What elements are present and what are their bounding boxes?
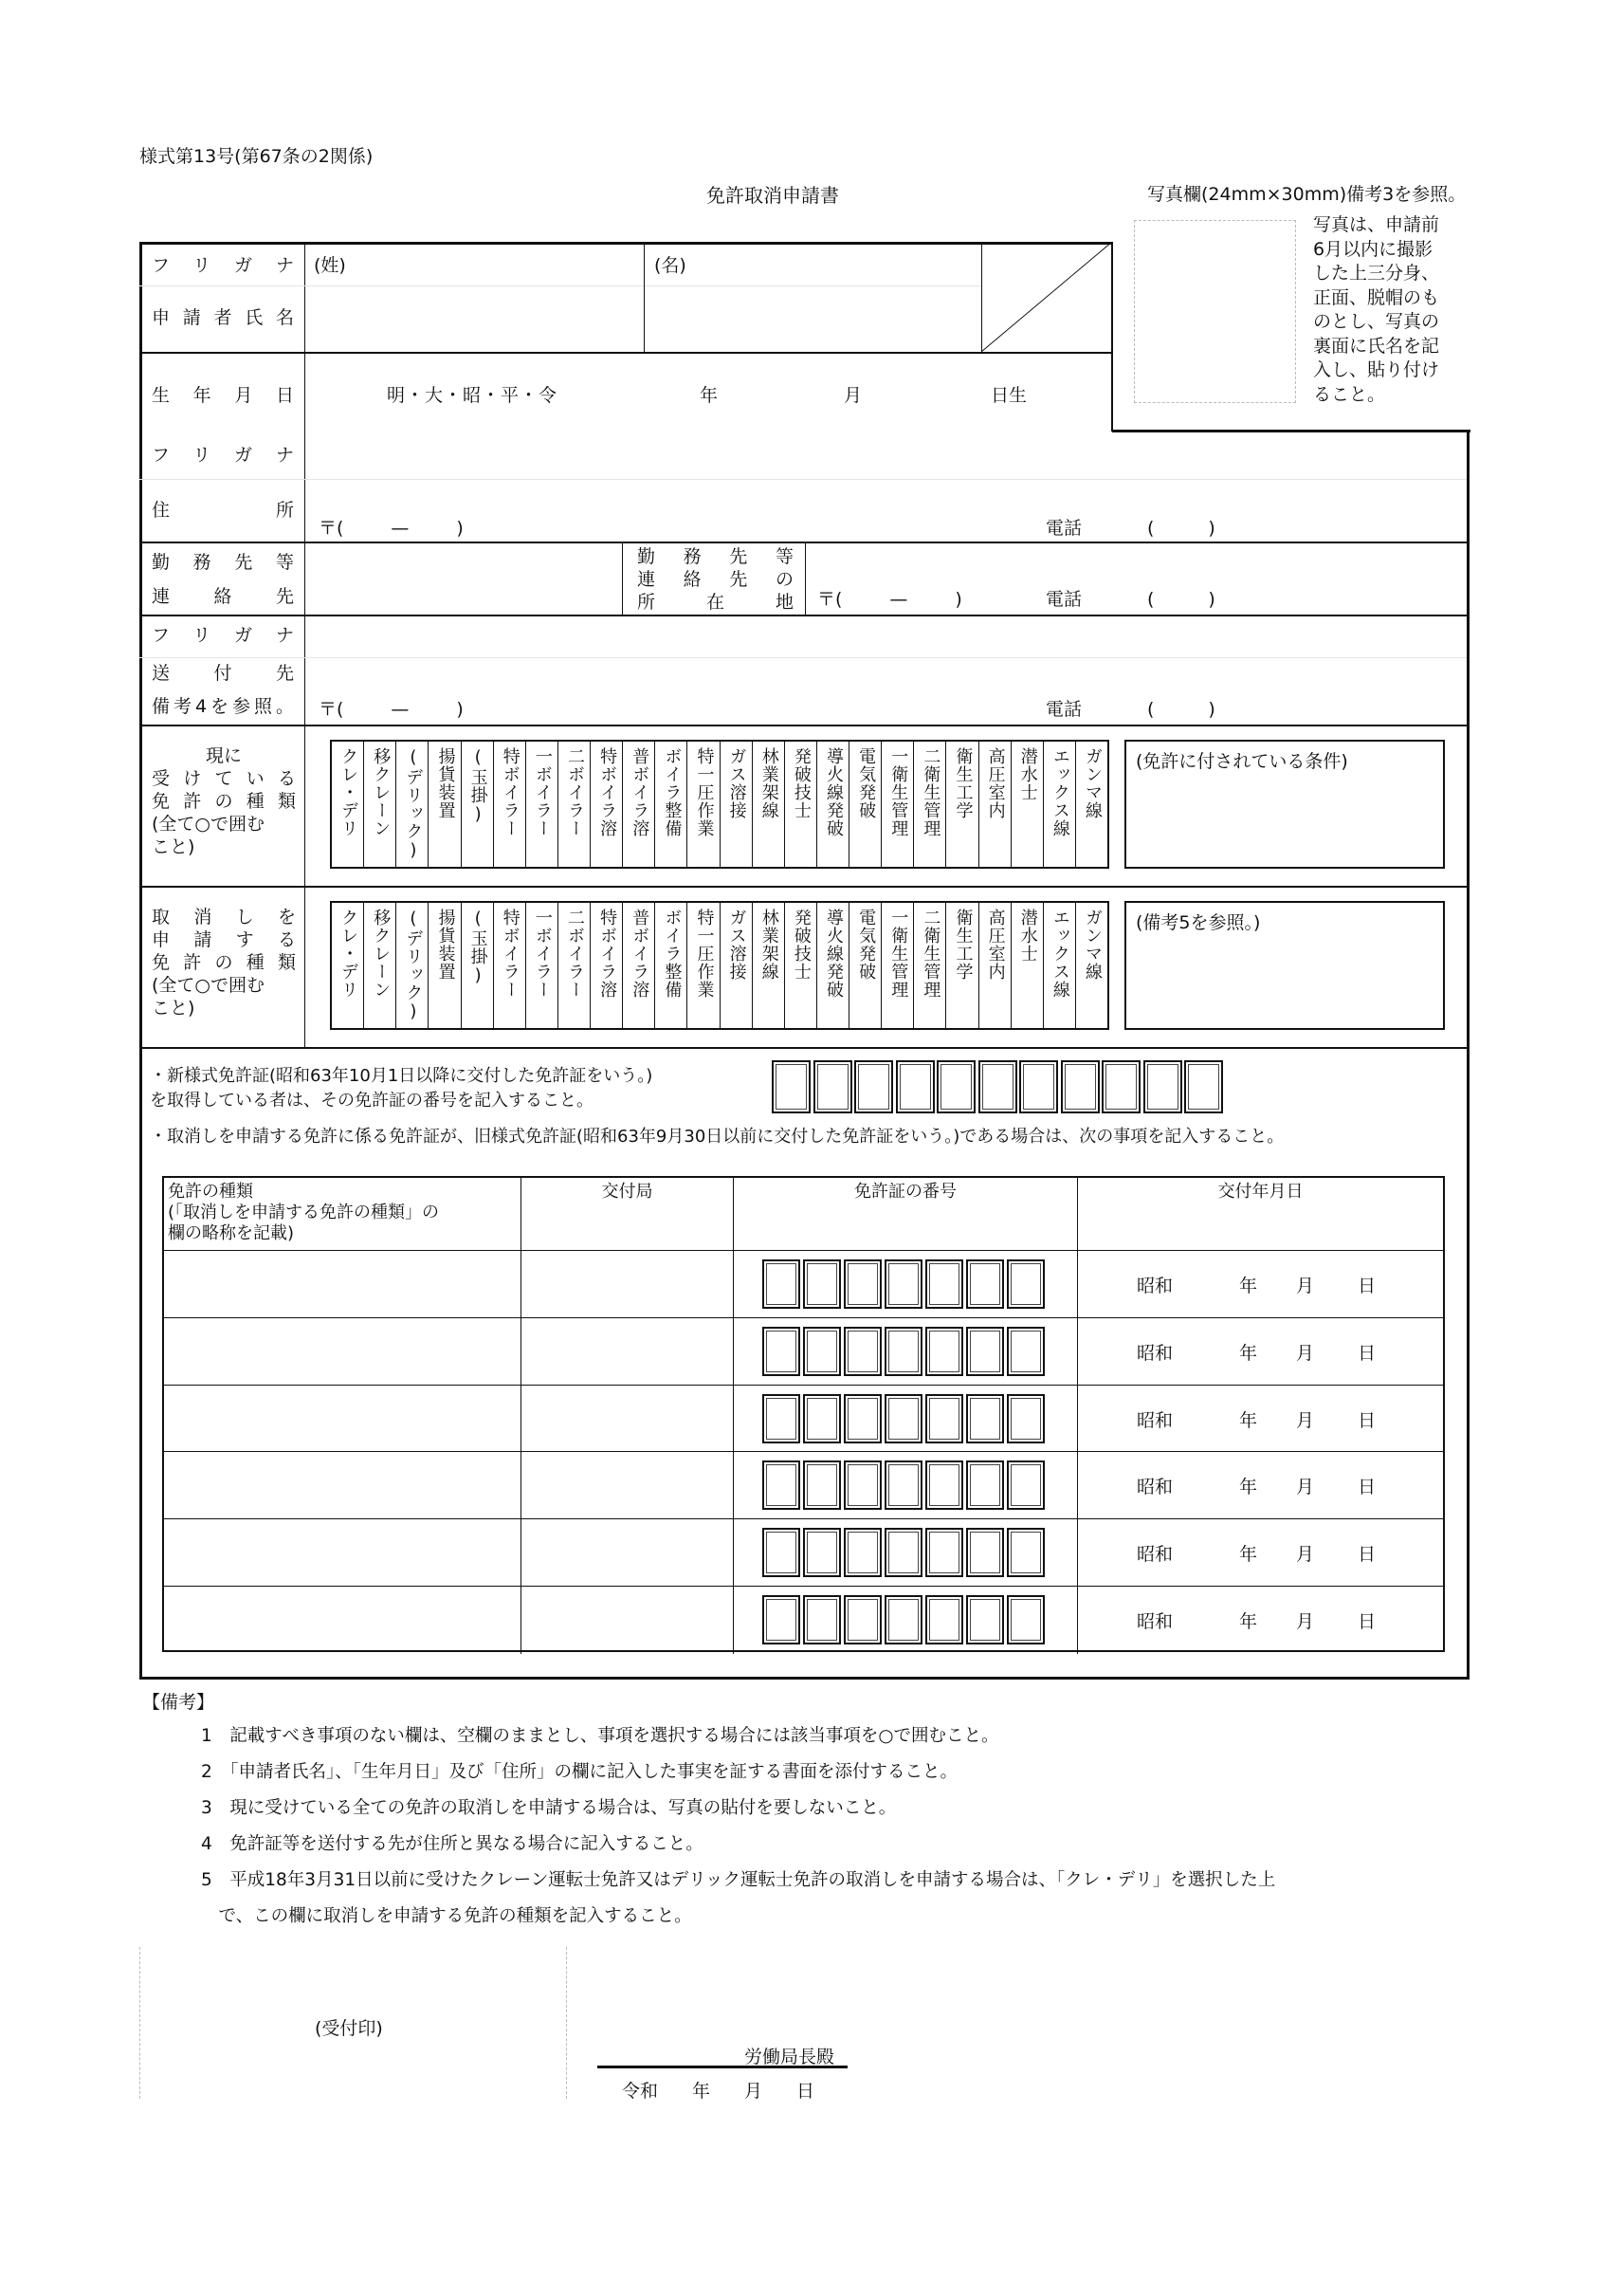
license-option[interactable]: 二衛生管理 xyxy=(914,742,946,867)
birth-day-label: 日生 xyxy=(991,385,1028,406)
license-type-cell[interactable] xyxy=(164,1519,521,1587)
era-options[interactable]: 明・大・昭・平・令 xyxy=(387,385,558,406)
license-option[interactable]: 特ボイラー xyxy=(494,903,526,1028)
date-year: 年 xyxy=(1239,1477,1258,1498)
digit-box[interactable] xyxy=(966,1259,1004,1309)
date-year: 年 xyxy=(1239,1276,1258,1296)
work-loc-label-3: 所在地 xyxy=(637,592,794,613)
license-option[interactable]: 電気発破 xyxy=(849,742,882,867)
form-number: 様式第13号(第67条の2関係) xyxy=(139,146,374,167)
date-era: 令和 xyxy=(622,2081,659,2102)
photo-note-line: 入し、貼り付け xyxy=(1313,359,1440,380)
date-era: 昭和 xyxy=(1137,1477,1174,1498)
digit-box[interactable] xyxy=(885,1394,922,1443)
address-phone-field[interactable]: ( ) xyxy=(1147,518,1215,539)
label-line: 申請する xyxy=(152,929,296,950)
license-option[interactable]: 衛生工学 xyxy=(946,903,978,1028)
postal-close: ) xyxy=(955,589,962,610)
date-month: 月 xyxy=(1296,1342,1315,1364)
send-note: 備考4を参照。 xyxy=(152,696,294,717)
date-day: 日 xyxy=(1358,1342,1377,1364)
digit-box[interactable] xyxy=(803,1460,841,1510)
license-option[interactable]: 移クレーン xyxy=(364,742,396,867)
license-option[interactable]: クレ・デリ xyxy=(332,903,364,1028)
postal-open: 〒( xyxy=(319,518,344,539)
date-era: 昭和 xyxy=(1137,1611,1174,1632)
license-option[interactable]: 潜水士 xyxy=(1012,742,1044,867)
license-option[interactable]: 発破技士 xyxy=(785,903,817,1028)
issuing-office-cell[interactable] xyxy=(521,1251,734,1318)
license-option[interactable]: ボイラ整備 xyxy=(655,742,687,867)
digit-box[interactable] xyxy=(854,1060,893,1113)
license-option[interactable]: 一衛生管理 xyxy=(882,742,914,867)
license-option[interactable]: ガス溶接 xyxy=(721,903,753,1028)
work-label-2: 連絡先 xyxy=(152,586,294,607)
new-license-line1: ・新様式免許証(昭和63年10月1日以降に交付した免許証をいう。) xyxy=(150,1066,653,1086)
label-line: 受けている xyxy=(152,768,296,789)
photo-note xyxy=(1313,213,1439,407)
license-option[interactable]: ガンマ線 xyxy=(1083,909,1103,981)
digit-box[interactable] xyxy=(925,1327,963,1376)
license-option[interactable]: 揚貨装置 xyxy=(429,903,461,1028)
diagonal-strike xyxy=(981,242,1112,352)
work-phone-label: 電話 xyxy=(1046,589,1083,610)
issuing-office-cell[interactable] xyxy=(521,1519,734,1587)
date-day: 日 xyxy=(1358,1409,1377,1431)
digit-box[interactable] xyxy=(885,1259,922,1309)
digit-box[interactable] xyxy=(966,1528,1004,1577)
receipt-stamp-label: (受付印) xyxy=(315,2018,383,2039)
remark-item: 3 現に受けている全ての免許の取消しを申請する場合は、写真の貼付を要しないこと。 xyxy=(201,1798,897,1818)
digit-box[interactable] xyxy=(925,1259,963,1309)
license-option[interactable]: 高圧室内 xyxy=(979,742,1012,867)
date-day: 日 xyxy=(1358,1611,1377,1632)
photo-note-line: 裏面に氏名を記 xyxy=(1313,335,1440,357)
digit-box[interactable] xyxy=(1184,1060,1223,1113)
digit-box[interactable] xyxy=(885,1595,922,1644)
label-line: 取消しを xyxy=(152,907,296,928)
remarks-label: (備考5を参照。) xyxy=(1136,912,1261,933)
issue-date-cell[interactable] xyxy=(1078,1587,1443,1654)
license-option[interactable]: 二ボイラー xyxy=(558,742,591,867)
license-option[interactable]: 電気発破 xyxy=(849,903,882,1028)
issue-date-cell[interactable] xyxy=(1078,1318,1443,1386)
digit-box[interactable] xyxy=(1143,1060,1182,1113)
date-day: 日 xyxy=(1358,1544,1377,1566)
surname-label: (姓) xyxy=(314,255,346,276)
digit-box[interactable] xyxy=(762,1259,800,1309)
license-option[interactable]: 導火線発破 xyxy=(817,903,849,1028)
new-license-line2: を取得している者は、その免許証の番号を記入すること。 xyxy=(150,1091,593,1111)
digit-box[interactable] xyxy=(885,1460,922,1510)
send-furigana-label: フリガナ xyxy=(152,625,294,646)
license-option[interactable]: エックス線 xyxy=(1044,903,1076,1028)
license-option[interactable]: 特一圧作業 xyxy=(687,903,720,1028)
digit-box[interactable] xyxy=(813,1060,852,1113)
date-day: 日 xyxy=(1358,1477,1377,1498)
digit-box[interactable] xyxy=(803,1528,841,1577)
address-furigana-label: フリガナ xyxy=(152,445,294,466)
license-type-cell[interactable] xyxy=(164,1452,521,1519)
license-option[interactable]: 衛生工学 xyxy=(946,742,978,867)
current-conditions-box[interactable] xyxy=(1124,740,1445,869)
license-number-cell[interactable] xyxy=(734,1251,1078,1318)
digit-box[interactable] xyxy=(844,1259,882,1309)
issue-date-cell[interactable] xyxy=(1078,1452,1443,1519)
postal-close: ) xyxy=(456,699,464,720)
digit-box[interactable] xyxy=(762,1394,800,1443)
work-loc-label-2: 連絡先の xyxy=(637,569,794,590)
remark-item: 4 免許証等を送付する先が住所と異なる場合に記入すること。 xyxy=(201,1834,703,1854)
license-option[interactable]: 二ボイラー xyxy=(558,903,591,1028)
digit-box[interactable] xyxy=(1007,1595,1045,1644)
date-day: 日 xyxy=(1358,1276,1377,1296)
table-header-cell: 免許の種類 (「取消しを申請する免許の種類」の 欄の略称を記載) xyxy=(164,1178,521,1251)
photo-note-line: ること。 xyxy=(1313,383,1386,405)
remarks-title: 【備考】 xyxy=(142,1692,215,1713)
date-day: 日 xyxy=(796,2081,815,2102)
date-year: 年 xyxy=(1239,1544,1258,1566)
license-option[interactable]: 特一圧作業 xyxy=(687,742,720,867)
digit-box[interactable] xyxy=(1007,1528,1045,1577)
license-option[interactable]: 普ボイラ溶 xyxy=(623,903,655,1028)
license-option[interactable]: 林業架線 xyxy=(753,903,785,1028)
label-line: (全て○で囲む xyxy=(152,814,265,835)
page-title: 免許取消申請書 xyxy=(706,184,839,207)
digit-box[interactable] xyxy=(966,1595,1004,1644)
photo-note-line: 正面、脱帽のも xyxy=(1313,286,1440,308)
license-option[interactable]: (デリック) xyxy=(396,742,429,867)
license-option[interactable]: 揚貨装置 xyxy=(429,742,461,867)
work-postal[interactable] xyxy=(817,585,962,611)
digit-box[interactable] xyxy=(885,1327,922,1376)
digit-box[interactable] xyxy=(978,1060,1017,1113)
license-type-cell[interactable] xyxy=(164,1251,521,1318)
license-option[interactable]: 特ボイラ溶 xyxy=(591,903,623,1028)
name-furigana-label: フリガナ xyxy=(152,255,294,276)
postal-close: ) xyxy=(456,518,464,539)
submission-date xyxy=(622,2077,814,2103)
postal-dash: — xyxy=(391,518,410,539)
issuing-office-cell[interactable] xyxy=(521,1587,734,1654)
license-option[interactable]: (玉掛) xyxy=(462,903,494,1028)
license-option[interactable]: ガンマ線 xyxy=(1083,747,1103,819)
digit-box[interactable] xyxy=(803,1595,841,1644)
photo-header: 写真欄(24mm×30mm)備考3を参照。 xyxy=(1147,184,1467,205)
digit-box[interactable] xyxy=(1102,1060,1141,1113)
license-option[interactable]: エックス線 xyxy=(1044,742,1076,867)
issuing-office-cell[interactable] xyxy=(521,1452,734,1519)
license-option[interactable]: 林業架線 xyxy=(753,742,785,867)
digit-box[interactable] xyxy=(1007,1327,1045,1376)
birth-label: 生年月日 xyxy=(152,385,294,406)
license-option[interactable]: (玉掛) xyxy=(462,742,494,867)
digit-box[interactable] xyxy=(925,1394,963,1443)
postal-dash: — xyxy=(889,589,908,610)
issue-date-cell[interactable] xyxy=(1078,1251,1443,1318)
send-postal[interactable] xyxy=(319,695,464,721)
digit-box[interactable] xyxy=(1007,1394,1045,1443)
remark-item: 1 記載すべき事項のない欄は、空欄のままとし、事項を選択する場合には該当事項を○で囲むこと。 xyxy=(201,1726,999,1746)
surname-field[interactable] xyxy=(306,287,642,350)
digit-box[interactable] xyxy=(966,1460,1004,1510)
send-phone-field[interactable]: ( ) xyxy=(1147,699,1215,720)
conditions-label: (免許に付されている条件) xyxy=(1136,751,1348,772)
digit-box[interactable] xyxy=(844,1595,882,1644)
issuing-office-cell[interactable] xyxy=(521,1386,734,1453)
date-month: 月 xyxy=(1296,1477,1315,1498)
license-option[interactable]: 潜水士 xyxy=(1012,903,1044,1028)
cancel-licenses-label xyxy=(152,906,296,1019)
digit-box[interactable] xyxy=(896,1060,935,1113)
photo-note-line: のとし、写真の xyxy=(1313,311,1440,332)
address-postal[interactable] xyxy=(319,514,464,540)
date-year: 年 xyxy=(1239,1342,1258,1364)
old-license-table xyxy=(162,1176,1445,1652)
photo-note-line: 6月以内に撮影 xyxy=(1313,238,1434,260)
license-type-cell[interactable] xyxy=(164,1318,521,1386)
table-header-cell: 免許証の番号 xyxy=(734,1178,1078,1251)
old-license-text: ・取消しを申請する免許に係る免許証が、旧様式免許証(昭和63年9月30日以前に交付した免許証をいう。)である場合は、次の事項を記入すること。 xyxy=(150,1127,1285,1147)
digit-box[interactable] xyxy=(762,1595,800,1644)
table-header-cell: 交付年月日 xyxy=(1078,1178,1443,1251)
digit-box[interactable] xyxy=(966,1327,1004,1376)
license-option[interactable]: 発破技士 xyxy=(785,742,817,867)
label-line: 免許の種類 xyxy=(152,952,296,973)
issue-date-cell[interactable] xyxy=(1078,1519,1443,1587)
label-line: こと) xyxy=(152,998,195,1019)
date-era: 昭和 xyxy=(1137,1276,1174,1296)
digit-box[interactable] xyxy=(966,1394,1004,1443)
addressee-underline xyxy=(597,2066,848,2068)
digit-box[interactable] xyxy=(803,1327,841,1376)
work-name-field[interactable] xyxy=(306,543,620,613)
work-phone-field[interactable]: ( ) xyxy=(1147,589,1215,610)
label-line: (全て○で囲む xyxy=(152,975,265,996)
date-year: 年 xyxy=(1239,1409,1258,1431)
date-month: 月 xyxy=(1296,1611,1315,1632)
date-year: 年 xyxy=(692,2081,711,2102)
table-header-cell: 交付局 xyxy=(521,1178,734,1251)
digit-box[interactable] xyxy=(1061,1060,1100,1113)
digit-box[interactable] xyxy=(844,1528,882,1577)
license-option[interactable]: (デリック) xyxy=(396,903,429,1028)
remark-item: で、この欄に取消しを申請する免許の種類を記入すること。 xyxy=(201,1906,692,1926)
digit-box[interactable] xyxy=(1007,1460,1045,1510)
digit-box[interactable] xyxy=(844,1460,882,1510)
license-option[interactable]: 特ボイラ溶 xyxy=(591,742,623,867)
digit-box[interactable] xyxy=(885,1528,922,1577)
postal-dash: — xyxy=(391,699,410,720)
digit-box[interactable] xyxy=(844,1327,882,1376)
date-year: 年 xyxy=(1239,1611,1258,1632)
license-option[interactable]: 普ボイラ溶 xyxy=(623,742,655,867)
work-loc-label-1: 勤務先等 xyxy=(637,546,794,567)
address-label: 住所 xyxy=(152,500,294,521)
issue-date-cell[interactable] xyxy=(1078,1386,1443,1453)
digit-box[interactable] xyxy=(925,1528,963,1577)
postal-open: 〒( xyxy=(319,699,344,720)
given-name-label: (名) xyxy=(654,255,686,276)
license-number-cell[interactable] xyxy=(734,1452,1078,1519)
birth-month-label: 月 xyxy=(844,385,863,406)
postal-open: 〒( xyxy=(817,589,843,610)
current-licenses-label xyxy=(152,744,296,858)
remark-item: 5 平成18年3月31日以前に受けたクレーン運転士免許又はデリック運転士免許の取消しを申請する場合は、「クレ・デリ」を選択した上 xyxy=(201,1870,1276,1890)
digit-box[interactable] xyxy=(1019,1060,1058,1113)
digit-box[interactable] xyxy=(803,1394,841,1443)
license-option[interactable]: 一ボイラー xyxy=(526,742,558,867)
date-month: 月 xyxy=(744,2081,763,2102)
birth-year-label: 年 xyxy=(700,385,719,406)
license-option[interactable]: 二衛生管理 xyxy=(914,903,946,1028)
license-option[interactable]: 高圧室内 xyxy=(979,903,1012,1028)
license-option[interactable]: ガス溶接 xyxy=(721,742,753,867)
photo-area xyxy=(1134,220,1296,403)
photo-note-line: した上三分身、 xyxy=(1313,263,1440,284)
license-option[interactable]: 特ボイラー xyxy=(494,742,526,867)
license-type-cell[interactable] xyxy=(164,1587,521,1654)
label-line: 免許の種類 xyxy=(152,791,296,812)
remarks-list xyxy=(201,1718,1275,1935)
name-label: 申請者氏名 xyxy=(152,307,294,328)
digit-box[interactable] xyxy=(772,1060,811,1113)
given-name-field[interactable] xyxy=(646,287,979,350)
current-license-grid xyxy=(330,740,1109,869)
address-phone-label: 電話 xyxy=(1046,518,1083,539)
license-option[interactable]: 移クレーン xyxy=(364,903,396,1028)
date-month: 月 xyxy=(1296,1409,1315,1431)
send-phone-label: 電話 xyxy=(1046,699,1083,720)
digit-box[interactable] xyxy=(762,1528,800,1577)
addressee: 労働局長殿 xyxy=(744,2047,835,2067)
license-type-cell[interactable] xyxy=(164,1386,521,1453)
date-era: 昭和 xyxy=(1137,1409,1174,1431)
digit-box[interactable] xyxy=(803,1259,841,1309)
date-month: 月 xyxy=(1296,1276,1315,1296)
date-era: 昭和 xyxy=(1137,1342,1174,1364)
license-option[interactable]: クレ・デリ xyxy=(332,742,364,867)
label-line: こと) xyxy=(152,836,195,857)
issuing-office-cell[interactable] xyxy=(521,1318,734,1386)
license-option[interactable]: 一ボイラー xyxy=(526,903,558,1028)
license-option[interactable]: 一衛生管理 xyxy=(882,903,914,1028)
digit-box[interactable] xyxy=(844,1394,882,1443)
remark-item: 2 「申請者氏名」、「生年月日」及び「住所」の欄に記入した事実を証する書面を添付すること。 xyxy=(201,1762,959,1782)
license-number-cell[interactable] xyxy=(734,1318,1078,1386)
digit-box[interactable] xyxy=(925,1460,963,1510)
digit-box[interactable] xyxy=(762,1327,800,1376)
date-month: 月 xyxy=(1296,1544,1315,1566)
send-label: 送付先 xyxy=(152,663,294,684)
license-option[interactable]: 導火線発破 xyxy=(817,742,849,867)
cancel-remarks-box[interactable] xyxy=(1124,901,1445,1030)
label-line: 現に xyxy=(205,745,242,766)
license-option[interactable]: ボイラ整備 xyxy=(655,903,687,1028)
digit-box[interactable] xyxy=(762,1460,800,1510)
digit-box[interactable] xyxy=(937,1060,976,1113)
work-label-1: 勤務先等 xyxy=(152,552,294,573)
license-number-cell[interactable] xyxy=(734,1587,1078,1654)
digit-box[interactable] xyxy=(925,1595,963,1644)
cancel-license-grid xyxy=(330,901,1109,1030)
photo-note-line: 写真は、申請前 xyxy=(1313,214,1440,235)
digit-box[interactable] xyxy=(1007,1259,1045,1309)
license-number-cell[interactable] xyxy=(734,1386,1078,1453)
date-era: 昭和 xyxy=(1137,1544,1174,1566)
license-number-cell[interactable] xyxy=(734,1519,1078,1587)
